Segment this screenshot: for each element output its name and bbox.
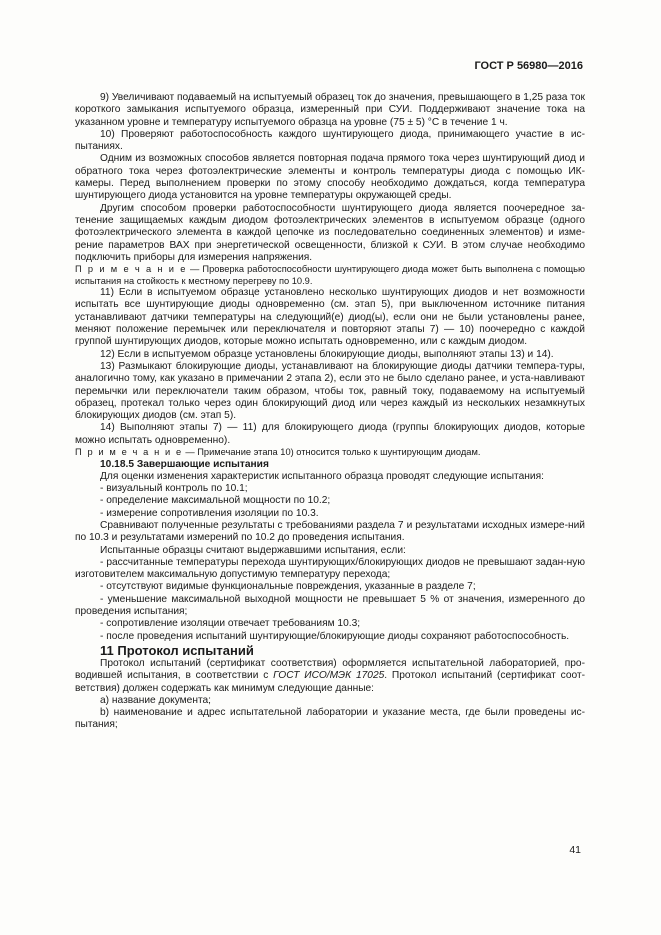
protocol-item: a) название документа; [100, 694, 212, 706]
final-test-item: - определение максимальной мощности по 10.2; [100, 495, 331, 507]
note-label: П р и м е ч а н и е [75, 264, 187, 275]
method-two-paragraph: Другим способом проверки работоспособности шунтирующего диода является поочередное за-тенение защищаемых каждым диодом фотоэлектрических элементов в испытуемом образце (одного фотоэлектрического элемента в каждой цепочке из последовательно соединенных элементов) и изме-рение параметров ВАХ при энергетической освещенности, близкой к СУИ. В этом случае необходимо подключить приборы для измерения напряжения. [75, 202, 585, 263]
final-test-item: - измерение сопротивления изоляции по 10.3. [100, 507, 319, 519]
pass-criterion: - после проведения испытаний шунтирующие/блокирующие диоды сохраняют работоспособность. [100, 630, 570, 642]
section-heading: 11 Протокол испытаний [100, 642, 254, 658]
protocol-text-a: Протокол испытаний (сертификат соответствия) оформляется испытательной лабораторией, про-водившей испытания, в соответствии с [75, 657, 585, 682]
step-14: 14) Выполняют этапы 7) — 11) для блокирующего диода (группы блокирующих диодов, которые можно испытать одновременно). [75, 422, 585, 446]
pass-criteria-intro: Испытанные образцы считают выдержавшими испытания, если: [100, 544, 406, 556]
pass-criterion: - отсутствуют видимые функциональные повреждения, указанные в разделе 7; [100, 581, 476, 593]
method-one-paragraph: Одним из возможных способов является повторная подача прямого тока через шунтирующий диод и обратного тока через фотоэлектрические элементы и контроль температуры диода с помощью ИК-камеры. Перед выполнением проверки по этому способу необходимо дождаться, когда температура шунтирующего диода установится на уровне температуры окружающей среды. [75, 153, 585, 202]
step-13: 13) Размыкают блокирующие диоды, устанавливают на блокирующие диоды датчики темпера-туры, аналогично тому, как указано в примечании 2 этапа 2), если это не было сделано ранее, и уста-навливают перемычки или переключатели таким образом, чтобы ток, равный току, подаваемому на испытуемый образец, протекал только через один блокирующий диод или через каждый из нескольких незамкнутых блокирующих диодов (см. этап 5). [75, 360, 585, 422]
protocol-text-b: . Протокол испытаний (сертификат соот-ветствия) должен содержать как минимум следующие данные: [75, 670, 585, 694]
note-label: П р и м е ч а н и е [75, 447, 183, 458]
pass-criterion: - уменьшение максимальной выходной мощности не превышает 5 % от значения, измеренного до проведения испытания; [75, 593, 585, 618]
page-number: 41 [569, 844, 581, 856]
standard-number: ГОСТ Р 56980—2016 [474, 60, 583, 72]
protocol-item: b) наименование и адрес испытательной лаборатории и указание места, где были проведены ис-пытания; [75, 707, 585, 731]
note-1 [75, 264, 585, 287]
subsection-heading: 10.18.5 Завершающие испытания [100, 458, 269, 470]
pass-criterion: - рассчитанные температуры перехода шунтирующих/блокирующих диодов не превышают задан-ную изготовителем максимальную допустимую температуру перехода; [75, 556, 585, 581]
note-2 [75, 447, 585, 459]
final-tests-intro: Для оценки изменения характеристик испытанного образца проводят следующие испытания: [100, 470, 544, 482]
note-text: — Примечание этапа 10) относится только к шунтирующим диодам. [182, 447, 481, 458]
step-12: 12) Если в испытуемом образце установлены блокирующие диоды, выполняют этапы 13) и 14). [100, 348, 554, 360]
step-11: 11) Если в испытуемом образце установлено несколько шунтирующих диодов и нет возможности испытать все шунтирующие диоды одновременно (см. этап 5), при выключенном источнике питания устанавливают датчики температуры на следующий(е) диод(ы), если они не были установлены ранее, меняют положение перемычек или переключателя и повторяют этапы 7) — 10) поочередно с каждой группой шунтирующих диодов, которые можно испытать одновременно, или с каждым диодом. [75, 287, 585, 348]
final-test-item: - визуальный контроль по 10.1; [100, 483, 248, 495]
protocol-paragraph [75, 658, 585, 695]
note-text: — Проверка работоспособности шунтирующего диода может быть выполнена с помощью испытания на стойкость к местному перегреву по 10.9. [75, 264, 585, 286]
standard-reference: ГОСТ ИСО/МЭК 17025 [273, 670, 385, 682]
page-body [75, 92, 585, 732]
compare-paragraph: Сравнивают полученные результаты с требованиями раздела 7 и результатами исходных измере-ний по 10.3 и результатами измерений по 10.2 до проведения испытания. [75, 520, 585, 544]
pass-criterion: - сопротивление изоляции отвечает требованиям 10.3; [100, 618, 361, 630]
step-10: 10) Проверяют работоспособность каждого шунтирующего диода, принимающего участие в ис-пытаниях. [75, 128, 585, 153]
step-9: 9) Увеличивают подаваемый на испытуемый образец ток до значения, превышающего в 1,25 раза ток короткого замыкания испытуемого образца, измеренный при СУИ. Поддерживают значение тока на указанном уровне и температуру испытуемого образца на уровне (75 ± 5) °С в течение 1 ч. [75, 92, 585, 128]
